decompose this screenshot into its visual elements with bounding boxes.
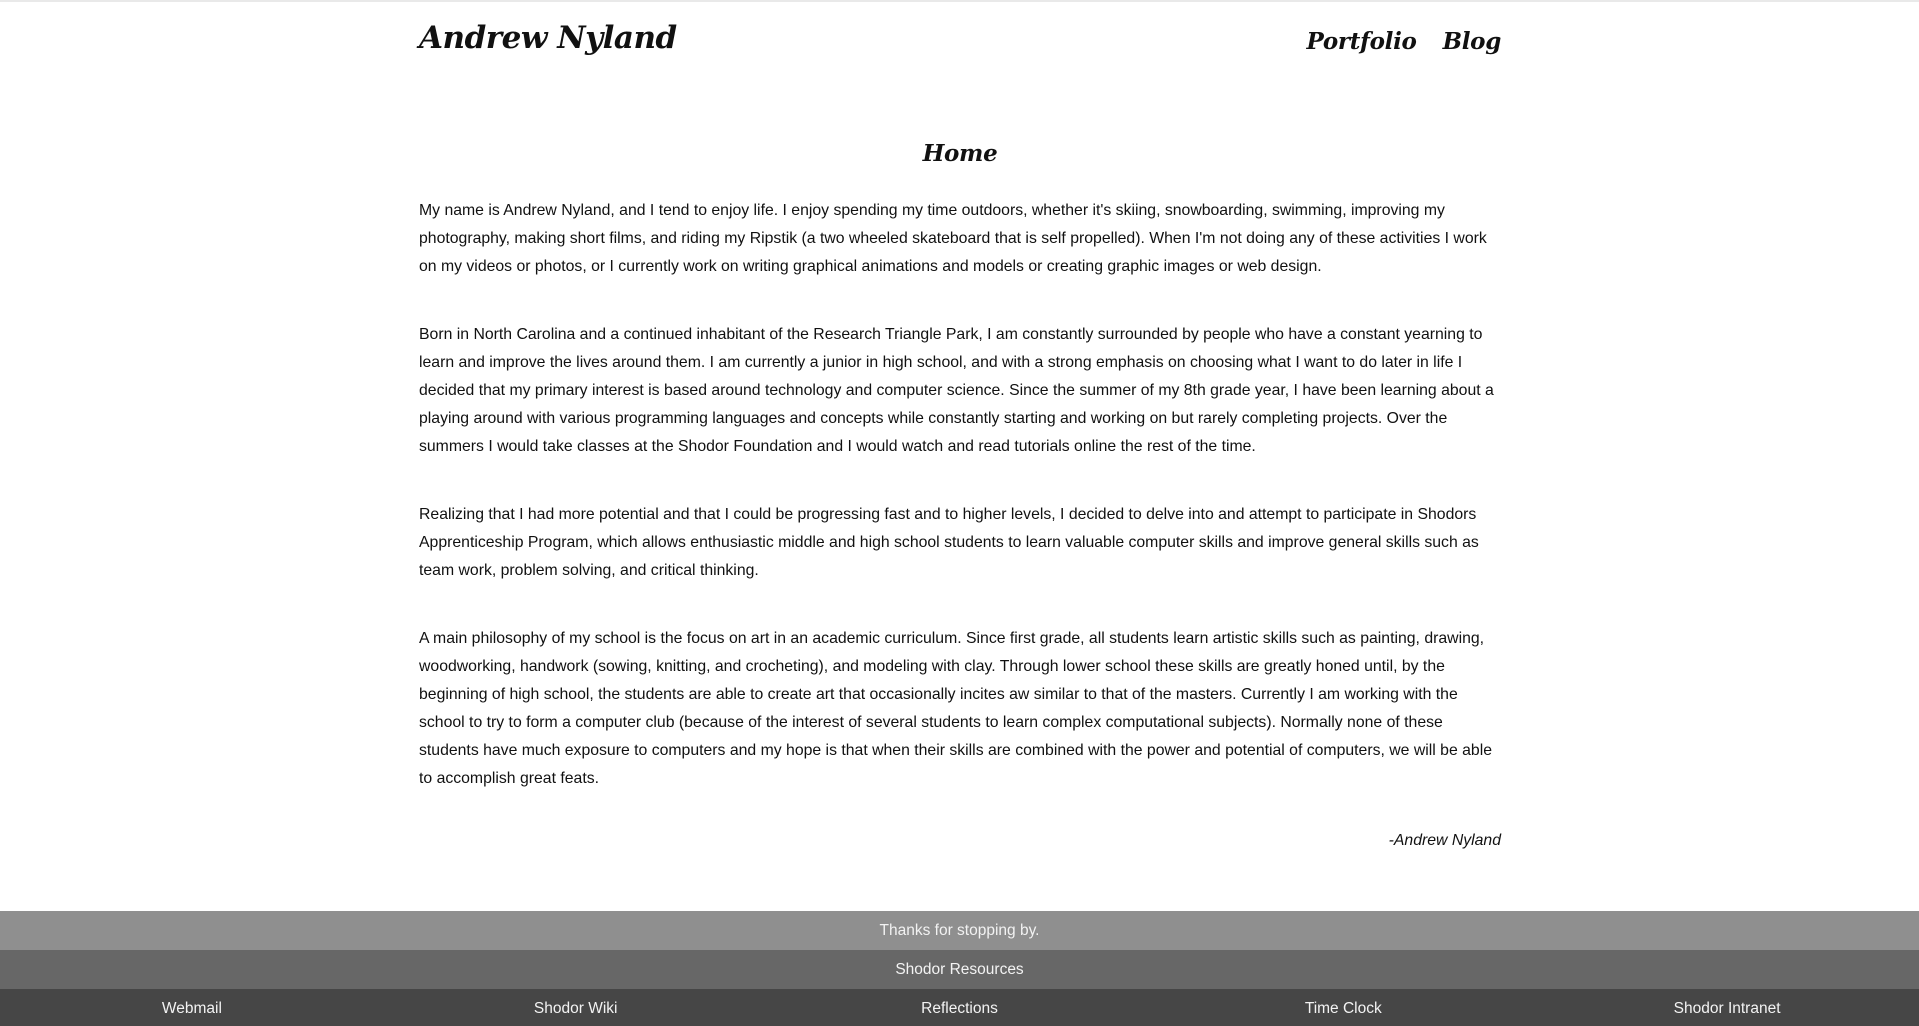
paragraph-background: Born in North Carolina and a continued inhabitant of the Research Triangle Park, I am constantly surrounded by people who have a constant yearning to learn and improve the lives around them. I am currently a junior in high school, and with a strong emphasis on choosing what I want to do later in life I decided that my primary interest is based around technology and computer science. Since the summer of my 8th grade year, I have been learning about a playing around with various programming languages and concepts while constantly starting and working on but rarely completing projects. Over the summers I would take classes at the Shodor Foundation and I would watch and read tutorials online the rest of the time. [419, 326, 1494, 455]
main-content [419, 197, 1501, 833]
footer-thanks-text: Thanks for stopping by. [879, 921, 1040, 939]
page [0, 2, 1919, 1026]
footer-resources-title [0, 950, 1919, 989]
footer-thanks [0, 911, 1919, 950]
nav-link-blog[interactable]: Blog [1442, 28, 1501, 55]
footer-link-shodor-intranet[interactable]: Shodor Intranet [1673, 999, 1781, 1017]
paragraph-intro: My name is Andrew Nyland, and I tend to enjoy life. I enjoy spending my time outdoors, whether it's skiing, snowboarding, swimming, improving my photography, making short films, and riding my Ripstik (a two wheeled skateboard that is self propelled). When I'm not doing any of these activities I work on my videos or photos, or I currently work on writing graphical animations and models or creating graphic images or web design. [419, 202, 1487, 275]
footer-link-webmail[interactable]: Webmail [161, 999, 222, 1017]
page-title: Home [922, 140, 998, 168]
nav-link-portfolio[interactable]: Portfolio [1306, 28, 1417, 55]
site-header [419, 16, 1501, 66]
site-title[interactable]: Andrew Nyland [419, 20, 677, 56]
footer-link-time-clock[interactable]: Time Clock [1304, 999, 1382, 1017]
paragraph-apprenticeship: Realizing that I had more potential and that I could be progressing fast and to higher levels, I decided to delve into and attempt to participate in Shodors Apprenticeship Program, which allows enthusiastic middle and high school students to learn valuable computer skills and improve general skills such as team work, problem solving, and critical thinking. [419, 506, 1479, 579]
footer-link-reflections[interactable]: Reflections [921, 999, 998, 1017]
footer-link-shodor-wiki[interactable]: Shodor Wiki [533, 999, 618, 1017]
paragraph-school: A main philosophy of my school is the focus on art in an academic curriculum. Since first grade, all students learn artistic skills such as painting, drawing, woodworking, handwork (sowing, knitting, and crocheting), and modeling with clay. Through lower school these skills are greatly honed until, by the beginning of high school, the students are able to create art that occasionally incites aw similar to that of the masters. Currently I am working with the school to try to form a computer club (because of the interest of several students to learn complex computational subjects). Normally none of these students have much exposure to computers and my hope is that when their skills are combined with the power and potential of computers, we will be able to accomplish great feats. [419, 630, 1493, 787]
footer-resources-text: Shodor Resources [895, 960, 1024, 978]
signature: -Andrew Nyland [1388, 832, 1501, 849]
main-nav [1306, 28, 1501, 55]
footer-links [0, 989, 1919, 1026]
